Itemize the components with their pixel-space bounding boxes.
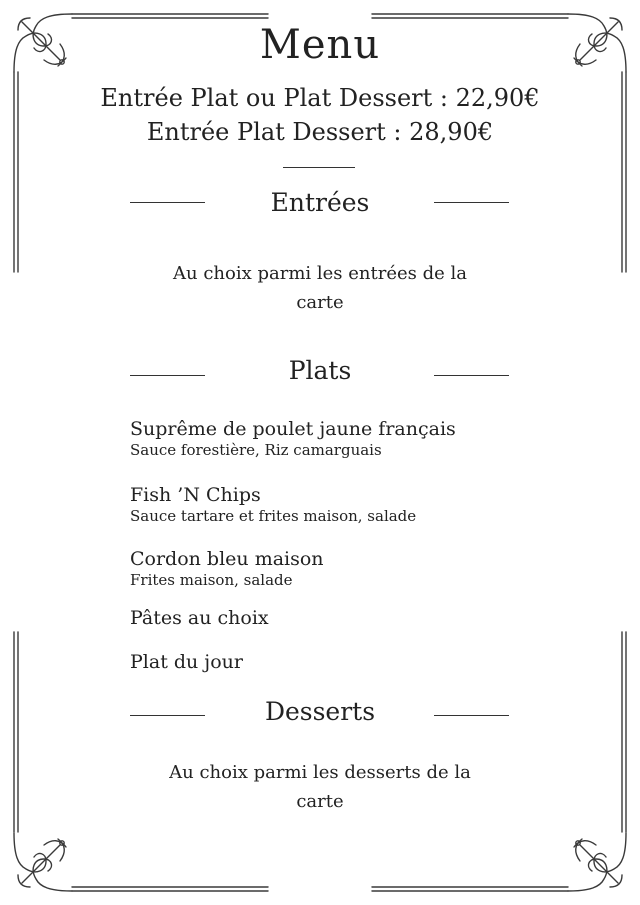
dish-name: Fish ’N Chips — [130, 484, 261, 506]
desserts-description-line-1: Au choix parmi les desserts de la — [169, 762, 471, 783]
dish-name: Plat du jour — [130, 651, 243, 673]
section-heading-desserts: Desserts — [264, 697, 376, 726]
dish-detail: Sauce tartare et frites maison, salade — [130, 507, 417, 525]
dish-detail: Sauce forestière, Riz camarguais — [130, 441, 382, 459]
dish-name: Cordon bleu maison — [130, 548, 324, 570]
entrees-description-line-2: carte — [296, 292, 344, 313]
dish-item — [130, 547, 324, 589]
dish-name: Pâtes au choix — [130, 607, 269, 629]
menu-title: Menu — [259, 22, 381, 68]
entrees-description-line-1: Au choix parmi les entrées de la — [173, 263, 467, 284]
price-line-2: Entrée Plat Dessert : 28,90€ — [146, 118, 494, 146]
title-divider — [283, 167, 355, 168]
entrees-rule-right — [434, 202, 509, 203]
section-heading-plats: Plats — [288, 356, 352, 385]
dish-item — [130, 483, 416, 525]
desserts-description-line-2: carte — [296, 791, 344, 812]
dish-name: Suprême de poulet jaune français — [130, 418, 456, 440]
section-heading-entrees: Entrées — [270, 188, 370, 217]
plats-rule-right — [434, 375, 509, 376]
dish-item — [130, 606, 269, 630]
desserts-rule-right — [434, 715, 509, 716]
price-line-1: Entrée Plat ou Plat Dessert : 22,90€ — [100, 84, 540, 112]
dish-detail: Frites maison, salade — [130, 571, 293, 589]
dish-item — [130, 650, 243, 674]
dish-item — [130, 417, 456, 459]
